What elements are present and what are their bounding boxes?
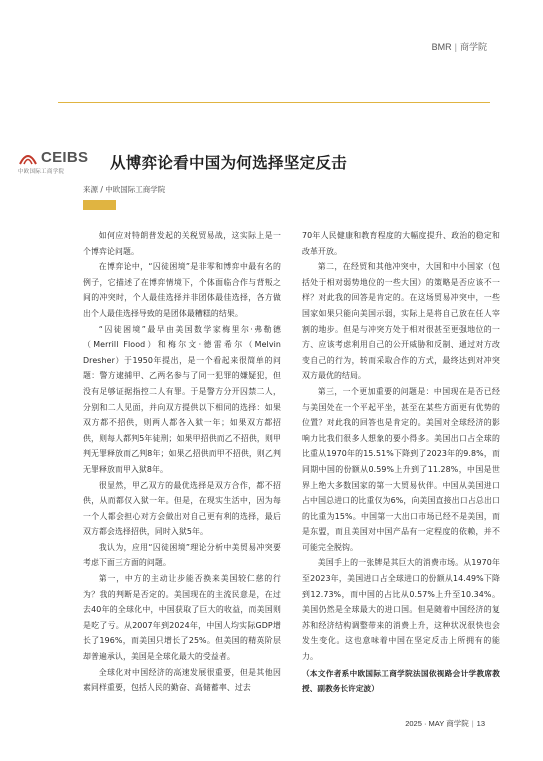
page-number: 13 [476, 719, 485, 728]
page-footer [405, 718, 485, 729]
brand-separator: | [454, 42, 457, 52]
article-paragraph: 美国手上的一张牌是其巨大的消费市场。从1970年至2023年，美国进口占全球进口的份额从14.49%下降到12.73%，而中国的占比从0.57%上升至10.34%。美国仍然是全球最大的进口国。但是随着中国经济的复苏和经济结构调整带来的消费上升，这种状况很快也会发生变化。这也意味着中国在坚定反击上所拥有的能力。 [302, 558, 500, 662]
article-title: 从博弈论看中国为何选择坚定反击 [110, 154, 348, 172]
logo-subtitle: 中欧国际工商学院 [18, 169, 65, 175]
article-column-right [302, 228, 500, 697]
article-header [18, 146, 347, 178]
article-paragraph: 70年人民健康和教育程度的大幅度提升、政治的稳定和改革开放。 [302, 231, 500, 256]
footer-issue: 2025 · MAY [405, 719, 445, 728]
author-note: （本文作者系中欧国际工商学院法国依视路会计学教席教授、副教务长许定波） [302, 668, 500, 694]
brand-section: 商学院 [459, 42, 487, 52]
article-paragraph: 我认为，应用“囚徒困境”理论分析中美贸易冲突要考虑下面三方面的问题。 [83, 542, 281, 568]
article-paragraph: 第一，中方的主动让步能否换来美国较仁慈的行为？我的判断是否定的。美国现在的主流民意是，在过去40年的全球化中，中国获取了巨大的收益，而美国则是吃了亏。从2007年到2024年，中国人均实际GDP增长了196%，而美国只增长了25%。但美国的精英阶层却普遍承认，美国是全球化最大的受益者。 [83, 574, 281, 662]
article-paragraph: 如何应对特朗普发起的关税贸易战，这实际上是一个博弈论问题。 [83, 231, 281, 256]
article-paragraph: 很显然，甲乙双方的最优选择是双方合作，都不招供，从而都仅入狱一年。但是，在现实生活中，因为每一个人都会担心对方会做出对自己更有利的选择，最后双方都会选择招供，同时入狱5年。 [83, 480, 281, 537]
article-paragraph: 第二，在经贸和其他冲突中，大国和中小国家（包括处于相对弱势地位的一些大国）的策略是否应该不一样？对此我的回答是肯定的。在这场贸易冲突中，一些国家如果只能向美国示弱，实际上是将自己放在任人宰割的地步。但是与冲突方处于相对很甚至更强地位的一方、应该考虑利用自己的公开威胁和反制、通过对方改变自己的行为，转而采取合作的方式，最终达到对冲突双方最优的结局。 [302, 262, 500, 381]
article-paragraph: “囚徒困境”最早由美国数学家梅里尔·弗勒德（Merrill Flood）和梅尔文·德雷希尔（Melvin Dresher）于1950年提出，是一个看起来很简单的问题：警方逮捕甲、乙两名参与了同一犯罪的嫌疑犯，但没有足够证据指控二人有罪。于是警方分开囚禁二人，分别和二人见面，并向双方提供以下相同的选择：如果双方都不招供，则两人都各入狱一年；如果双方都招供，则每人都判5年徒刑；如果甲招供而乙不招供，则甲判无罪释放而乙判8年；如果乙招供而甲不招供，则乙判无罪释放而甲入狱8年。 [83, 324, 281, 474]
top-divider [58, 102, 490, 103]
ceibs-logo-icon [18, 150, 38, 166]
source-line: 来源 / 中欧国际工商学院 [83, 185, 166, 194]
article-paragraph: 在博弈论中，“囚徒困境”是非零和博弈中最有名的例子，它描述了在博弈情境下，个体面临合作与背叛之间的冲突时，个人最佳选择并非团体最佳选择，各方做出个人最佳选择导致的是团体最糟糕的结果。 [83, 262, 281, 318]
footer-separator: | [471, 719, 474, 728]
logo-text: CEIBS [41, 149, 89, 166]
brand-name: BMR [431, 42, 452, 52]
article-paragraph: 第三，一个更加重要的问题是：中国现在是否已经与美国处在一个平起平坐，甚至在某些方面更有优势的位置？对此我的回答也是肯定的。美国对全球经济的影响力比我们很多人想象的要小得多。美国出口占全球的比重从1970年的15.51%下降到了2023年的9.8%，而同期中国的份额从0.59%上升到了11.28%，中国是世界上绝大多数国家的第一大贸易伙伴。中国从美国进口占中国总进口的比重仅为6%，向美国直接出口占总出口的比重为15%。中国第一大出口市场已经不是美国，而是东盟，而且美国对中国产品有一定程度的依赖，并不可能完全脱钩。 [302, 386, 500, 552]
footer-section: 商学院 [446, 719, 469, 728]
article-column-left [83, 228, 281, 696]
ceibs-logo [18, 149, 104, 175]
article-paragraph: 全球化对中国经济的高速发展很重要，但是其他因素同样重要，包括人民的勤奋、高储蓄率、过去 [83, 667, 281, 693]
accent-bar [83, 200, 116, 210]
brand-label [432, 40, 487, 53]
